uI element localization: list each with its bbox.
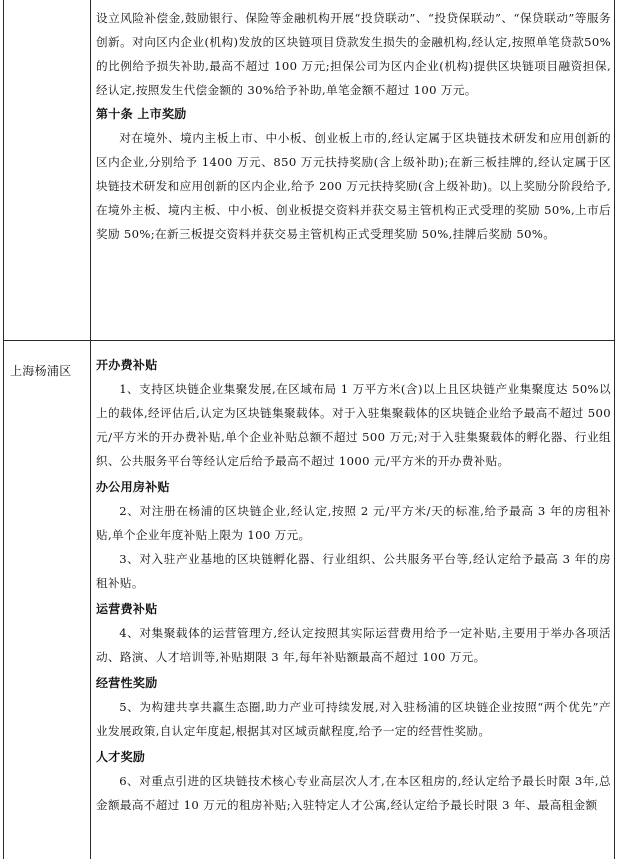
risk-compensation-paragraph: 设立风险补偿金,鼓励银行、保险等金融机构开展“投贷联动”、“投贷保联动”、“保贷联动”等服务创新。对向区内企业(机构)发放的区块链项目贷款发生损失的金融机构,经认定,按照单笔贷款50%的比例给予损失补助,最高不超过 100 万元;担保公司为区内企业(机构)提供区块链项目融资担保,经认定,按照发生代偿金额的 30%给予补助,单笔金额不超过 100 万元。 (96, 11, 611, 97)
operation-subsidy-heading: 运营费补贴 (96, 602, 158, 616)
policy-cell-row1 (96, 6, 611, 246)
office-subsidy-heading: 办公用房补贴 (96, 480, 170, 494)
table-row-divider (3, 340, 615, 341)
business-reward-heading: 经营性奖励 (96, 676, 158, 690)
listing-reward-heading: 第十条 上市奖励 (96, 107, 187, 121)
business-reward-paragraph: 5、为构建共享共赢生态圈,助力产业可持续发展,对入驻杨浦的区块链企业按照“两个优先”产业发展政策,自认定年度起,根据其对区域贡献程度,给予一定的经营性奖励。 (96, 700, 611, 738)
startup-subsidy-heading: 开办费补贴 (96, 358, 158, 372)
operation-subsidy-paragraph: 4、对集聚载体的运营管理方,经认定按照其实际运营费用给予一定补贴,主要用于举办各项活动、路演、人才培训等,补贴期限 3 年,每年补贴额最高不超过 100 万元。 (96, 626, 611, 664)
office-subsidy-paragraph-2: 3、对入驻产业基地的区块链孵化器、行业组织、公共服务平台等,经认定给予最高 3 年的房租补贴。 (96, 552, 611, 590)
talent-reward-paragraph: 6、对重点引进的区块链技术核心专业高层次人才,在本区租房的,经认定给予最长时限 3年,总金额最高不超过 10 万元的租房补贴;入驻特定人才公寓,经认定给予最长时限 3 年、最高租金额 (96, 774, 611, 812)
office-subsidy-paragraph-1: 2、对注册在杨浦的区块链企业,经认定,按照 2 元/平方米/天的标准,给予最高 3 年的房租补贴,单个企业年度补贴上限为 100 万元。 (96, 504, 611, 542)
table-right-border (614, 0, 615, 859)
table-column-divider (90, 0, 91, 859)
talent-reward-heading: 人才奖励 (96, 750, 146, 764)
region-label: 上海杨浦区 (10, 364, 72, 378)
startup-subsidy-paragraph: 1、支持区块链企业集聚发展,在区域布局 1 万平方米(含)以上且区块链产业集聚度达 50%以上的载体,经评估后,认定为区块链集聚载体。对于入驻集聚载体的区块链企业给予最高不超过 500元/平方米的开办费补贴,单个企业补贴总额不超过 500 万元;对于入驻集聚载体的孵化器、行业组织、公共服务平台等经认定后给予最高不超过 1000 元/平方米的开办费补贴。 (96, 382, 611, 468)
policy-cell-row2 (96, 353, 611, 817)
listing-reward-paragraph: 对在境外、境内主板上市、中小板、创业板上市的,经认定属于区块链技术研发和应用创新的区内企业,分别给予 1400 万元、850 万元扶持奖励(含上级补助);在新三板挂牌的,经认定属于区块链技术研发和应用创新的区内企业,给予 200 万元扶持奖励(含上级补助)。以上奖励分阶段给予,在境外主板、境内主板、中小板、创业板提交资料并获交易主管机构正式受理的奖励 50%,上市后奖励 50%;在新三板提交资料并获交易主管机构正式受理奖励 50%,挂牌后奖励 50%。 (96, 131, 611, 241)
table-left-border (3, 0, 4, 859)
